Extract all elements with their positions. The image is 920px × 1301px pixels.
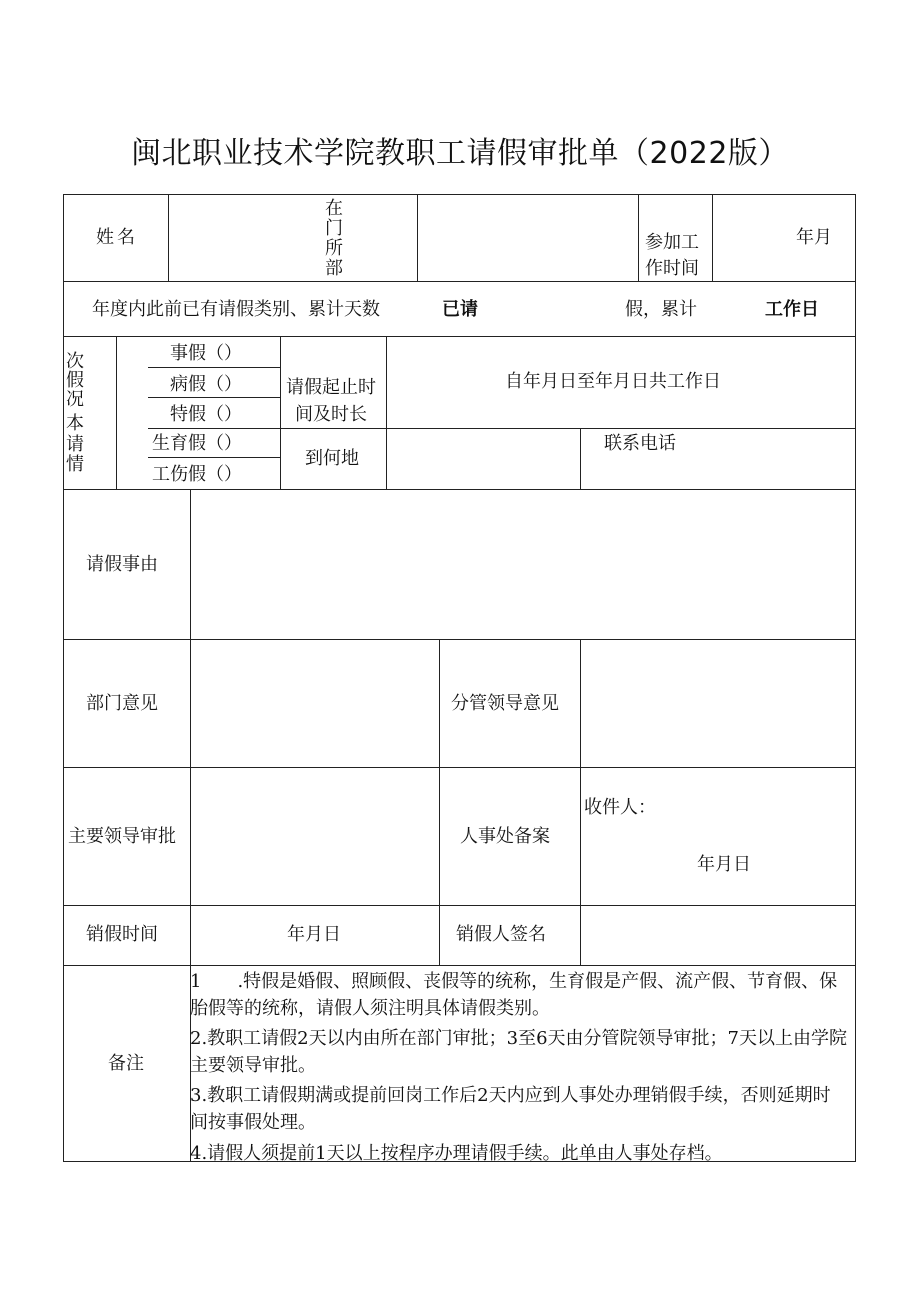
leave-status-label-char: 次 bbox=[66, 351, 84, 372]
table-border-top bbox=[63, 194, 856, 195]
table-border-left bbox=[63, 194, 64, 1162]
name-label: 姓名 bbox=[96, 227, 138, 248]
table-border-bottom bbox=[63, 1161, 856, 1162]
work-start-label: 参加工 bbox=[645, 232, 699, 253]
leave-type-injury[interactable]: 工伤假（） bbox=[152, 464, 242, 485]
row-divider bbox=[63, 767, 856, 768]
leave-type-divider bbox=[148, 457, 280, 458]
leave-status-label-char: 况 bbox=[66, 389, 84, 410]
cell-divider bbox=[439, 639, 440, 965]
dept-label-char: 在 bbox=[325, 198, 343, 219]
leave-type-personal[interactable]: 事假（） bbox=[170, 343, 242, 364]
leave-type-special[interactable]: 特假（） bbox=[170, 404, 242, 425]
leave-status-label-char: 本 bbox=[66, 413, 84, 434]
cell-divider bbox=[386, 336, 387, 489]
remark-item: 3.教职工请假期满或提前回岗工作后2天内应到人事处办理销假手续，否则延期时间按事假处理。 bbox=[190, 1085, 831, 1133]
cancel-sign-field[interactable] bbox=[582, 907, 854, 964]
cancel-time-value[interactable]: 年月日 bbox=[287, 924, 341, 945]
dept-opinion-field[interactable] bbox=[192, 641, 438, 766]
row-divider bbox=[63, 281, 856, 282]
remark-item: 2.教职工请假2天以内由所在部门审批；3至6天由分管院领导审批；7天以上由学院主要领导审批。 bbox=[190, 1028, 847, 1076]
leader-opinion-field[interactable] bbox=[582, 641, 854, 766]
table-border-right bbox=[855, 194, 856, 1162]
work-start-date[interactable]: 年月 bbox=[796, 227, 832, 248]
row-divider bbox=[63, 965, 856, 966]
reason-field[interactable] bbox=[192, 491, 854, 638]
dept-label-char: 门 bbox=[325, 218, 343, 239]
dept-label-char: 所 bbox=[325, 238, 343, 259]
row-divider bbox=[63, 639, 856, 640]
cell-divider bbox=[116, 336, 117, 489]
cancel-sign-label: 销假人签名 bbox=[456, 924, 546, 945]
cell-divider bbox=[638, 194, 639, 281]
remark-item: 4.请假人须提前1天以上按程序办理请假手续。此单由人事处存档。 bbox=[190, 1143, 723, 1161]
dept-label-char: 部 bbox=[325, 258, 343, 279]
page-title: 闽北职业技术学院教职工请假审批单（2022版） bbox=[131, 136, 789, 171]
cell-divider bbox=[580, 428, 581, 489]
cell-divider bbox=[280, 336, 281, 489]
row-divider bbox=[280, 428, 856, 429]
receiver-date[interactable]: 年月日 bbox=[697, 854, 751, 875]
leave-status-label-char: 请 bbox=[66, 434, 84, 455]
cancel-time-label: 销假时间 bbox=[86, 924, 158, 945]
row-divider bbox=[63, 489, 856, 490]
period-label-2: 间及时长 bbox=[295, 404, 367, 425]
leave-type-divider bbox=[148, 367, 280, 368]
name-field[interactable] bbox=[170, 196, 310, 280]
leave-type-maternity[interactable]: 生育假（） bbox=[152, 433, 242, 454]
leave-status-label-char: 假 bbox=[66, 370, 84, 391]
cell-divider bbox=[417, 194, 418, 281]
destination-field[interactable] bbox=[388, 430, 578, 488]
period-label: 请假起止时 bbox=[286, 377, 376, 398]
leave-type-divider bbox=[148, 397, 280, 398]
destination-label: 到何地 bbox=[305, 448, 359, 469]
leader-opinion-label: 分管领导意见 bbox=[451, 693, 559, 714]
cell-divider bbox=[580, 639, 581, 965]
main-leader-field[interactable] bbox=[192, 769, 438, 904]
hr-record-label: 人事处备案 bbox=[460, 826, 550, 847]
row-divider bbox=[63, 336, 856, 337]
period-value[interactable]: 自年月日至年月日共工作日 bbox=[505, 371, 721, 392]
phone-label: 联系电话 bbox=[604, 433, 676, 454]
cell-divider bbox=[190, 489, 191, 965]
remark-item: 1 .特假是婚假、照顾假、丧假等的统称，生育假是产假、流产假、节育假、保胎假等的统称，请假人须注明具体请假类别。 bbox=[190, 971, 838, 1019]
leave-type-divider bbox=[148, 428, 280, 429]
work-start-label-2: 作时间 bbox=[645, 258, 699, 279]
cell-divider bbox=[712, 194, 713, 281]
receiver-label: 收件人： bbox=[584, 797, 656, 818]
leave-type-sick[interactable]: 病假（） bbox=[170, 374, 242, 395]
leave-accum-label: 假，累计 bbox=[625, 299, 697, 320]
cell-divider bbox=[168, 194, 169, 281]
main-leader-label: 主要领导审批 bbox=[68, 826, 176, 847]
already-requested-label: 已请 bbox=[442, 299, 478, 320]
prior-leave-label: 年度内此前已有请假类别、累计天数 bbox=[92, 299, 380, 320]
department-field[interactable] bbox=[419, 196, 637, 280]
remarks-label: 备注 bbox=[108, 1053, 144, 1074]
leave-status-label-char: 情 bbox=[66, 454, 84, 475]
dept-opinion-label: 部门意见 bbox=[86, 693, 158, 714]
reason-label: 请假事由 bbox=[86, 554, 158, 575]
row-divider bbox=[63, 905, 856, 906]
work-days-label: 工作日 bbox=[765, 299, 819, 320]
